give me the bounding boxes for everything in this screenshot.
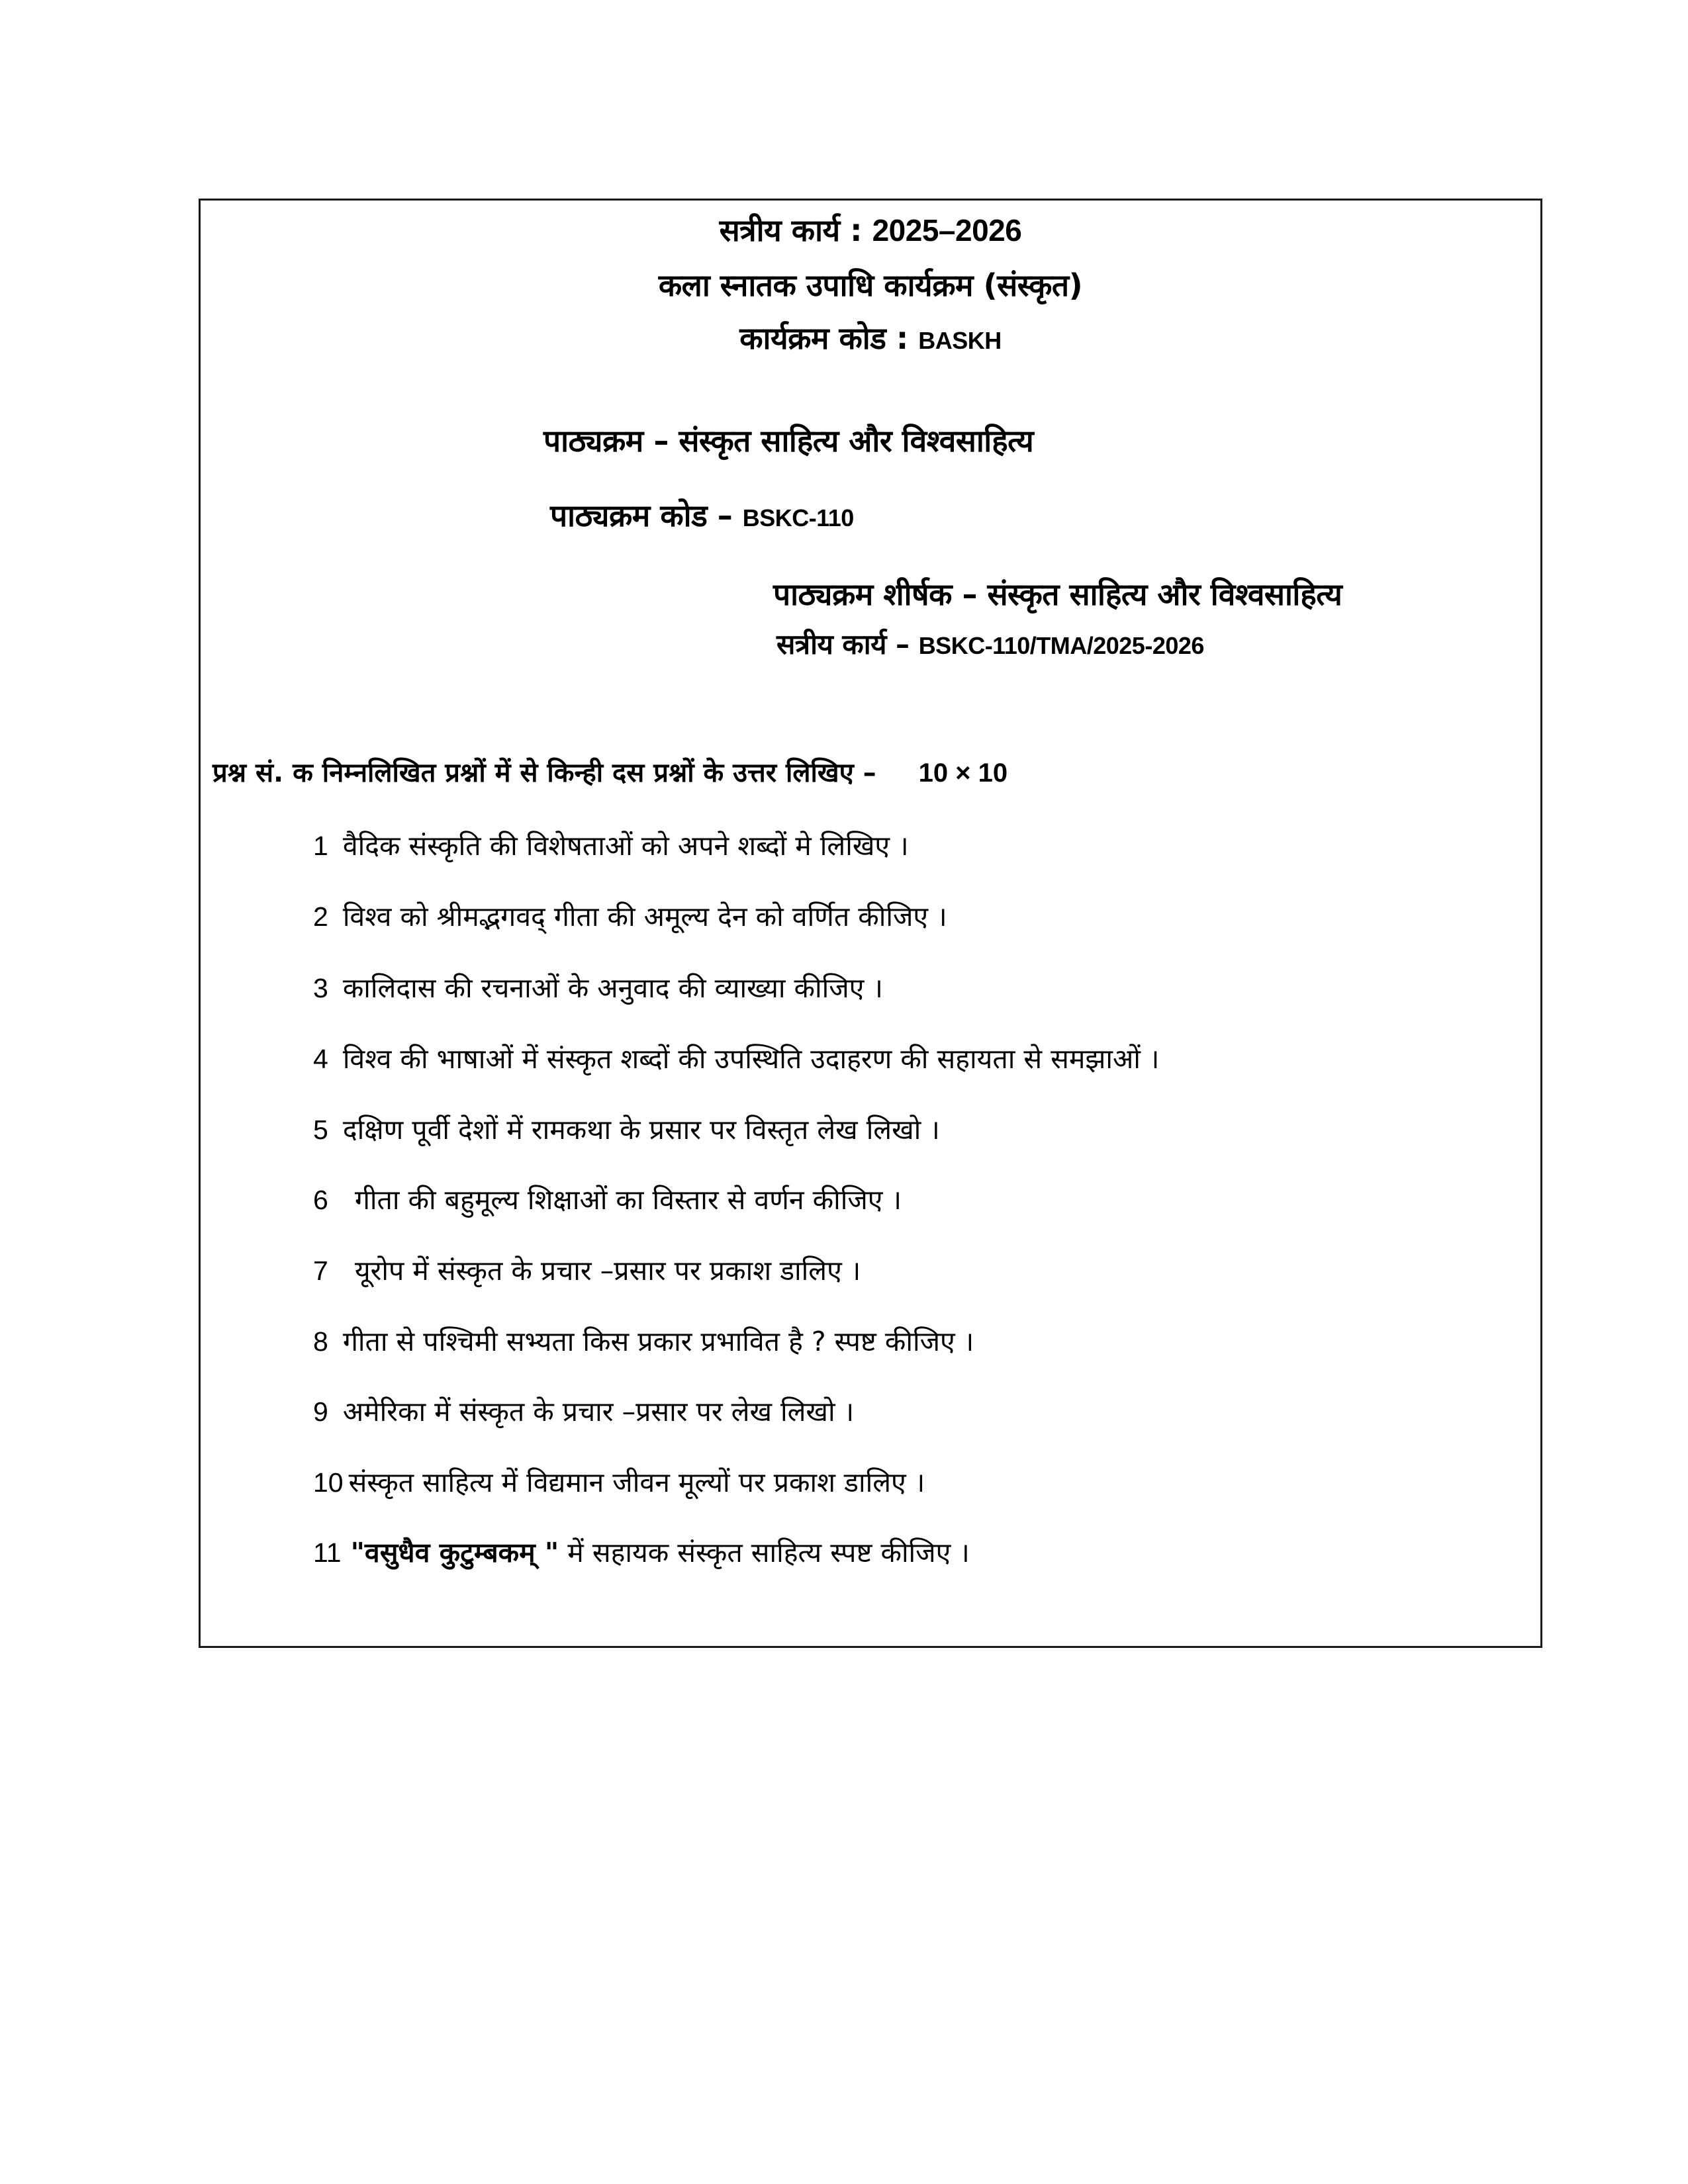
question-text: कालिदास की रचनाओं के अनुवाद की व्याख्या कीजिए । bbox=[342, 972, 883, 1004]
question-number: 4 bbox=[313, 1044, 328, 1074]
program-code: BASKH bbox=[918, 327, 1002, 354]
assignment-session-heading bbox=[201, 212, 1540, 248]
question-item bbox=[313, 1257, 861, 1285]
question-number: 2 bbox=[313, 901, 328, 932]
question-text: गीता की बहुमूल्य शिक्षाओं का विस्तार से वर्णन कीजिए । bbox=[354, 1184, 902, 1216]
question-item bbox=[313, 1116, 940, 1144]
question-item bbox=[313, 972, 883, 1004]
question-text: गीता से पश्चिमी सभ्यता किस प्रकार प्रभावित है ? स्पष्ट कीजिए । bbox=[342, 1326, 974, 1357]
question-number: 6 bbox=[313, 1185, 328, 1215]
instructions-line bbox=[212, 760, 1008, 786]
question-number: 10 bbox=[313, 1467, 344, 1498]
question-item bbox=[313, 1043, 1160, 1075]
question-item bbox=[313, 1469, 925, 1496]
question-number: 8 bbox=[313, 1326, 328, 1357]
assignment-code-label: सत्रीय कार्य – bbox=[776, 628, 910, 660]
marks-scheme: 10 × 10 bbox=[918, 758, 1008, 788]
question-text: दक्षिण पूर्वी देशों में रामकथा के प्रसार पर विस्तृत लेख लिखो । bbox=[342, 1114, 940, 1146]
course-code: BSKC-110 bbox=[742, 504, 854, 531]
instructions-text: प्रश्न सं. क निम्नलिखित प्रश्नों में से किन्ही दस प्रश्नों के उत्तर लिखिए – bbox=[212, 758, 876, 788]
question-number: 1 bbox=[313, 831, 328, 861]
course-code-line bbox=[550, 500, 854, 531]
assignment-code-line bbox=[776, 628, 1204, 660]
question-item bbox=[313, 1539, 970, 1567]
question-text: संस्कृत साहित्य में विद्यमान जीवन मूल्यों पर प्रकाश डालिए । bbox=[348, 1467, 925, 1498]
question-quoted-phrase: "वसुधैव कुटुम्बकम् " bbox=[350, 1537, 559, 1569]
assignment-box bbox=[199, 199, 1542, 1648]
question-number: 5 bbox=[313, 1115, 328, 1145]
question-number: 11 bbox=[313, 1537, 342, 1568]
question-number: 7 bbox=[313, 1255, 328, 1286]
question-text: यूरोप में संस्कृत के प्रचार –प्रसार पर प्रकाश डालिए । bbox=[354, 1255, 861, 1287]
question-text: वैदिक संस्कृति की विशेषताओं को अपने शब्दों मे लिखिए । bbox=[342, 830, 909, 862]
assignment-session-years: 2025–2026 bbox=[872, 213, 1022, 248]
question-text: विश्व की भाषाओं में संस्कृत शब्दों की उपस्थिति उदाहरण की सहायता से समझाओं । bbox=[342, 1043, 1160, 1075]
question-item bbox=[313, 1328, 974, 1355]
question-item bbox=[313, 1398, 854, 1426]
program-code-label: कार्यक्रम कोड : bbox=[739, 320, 908, 356]
question-item bbox=[313, 1184, 902, 1216]
question-number: 9 bbox=[313, 1396, 328, 1427]
question-text: में सहायक संस्कृत साहित्य स्पष्ट कीजिए । bbox=[567, 1537, 970, 1569]
question-item bbox=[313, 903, 947, 931]
question-text: अमेरिका में संस्कृत के प्रचार –प्रसार पर लेख लिखो । bbox=[342, 1396, 855, 1428]
question-number: 3 bbox=[313, 973, 328, 1003]
program-title: कला स्नातक उपाधि कार्यक्रम (संस्कृत) bbox=[658, 267, 1083, 303]
course-code-label: पाठ्यक्रम कोड – bbox=[550, 498, 733, 533]
course-name: पाठ्यक्रम – संस्कृत साहित्य और विश्वसाहित्य bbox=[543, 423, 1034, 459]
assignment-session-label: सत्रीय कार्य : bbox=[719, 212, 863, 248]
question-item bbox=[313, 830, 909, 862]
course-title-line: पाठ्यक्रम शीर्षक – संस्कृत साहित्य और विश्वसाहित्य bbox=[773, 576, 1342, 612]
program-code-line bbox=[201, 320, 1540, 356]
assignment-code: BSKC-110/TMA/2025-2026 bbox=[918, 632, 1204, 659]
question-text: विश्व को श्रीमद्भगवद् गीता की अमूल्य देन को वर्णित कीजिए । bbox=[342, 901, 947, 933]
